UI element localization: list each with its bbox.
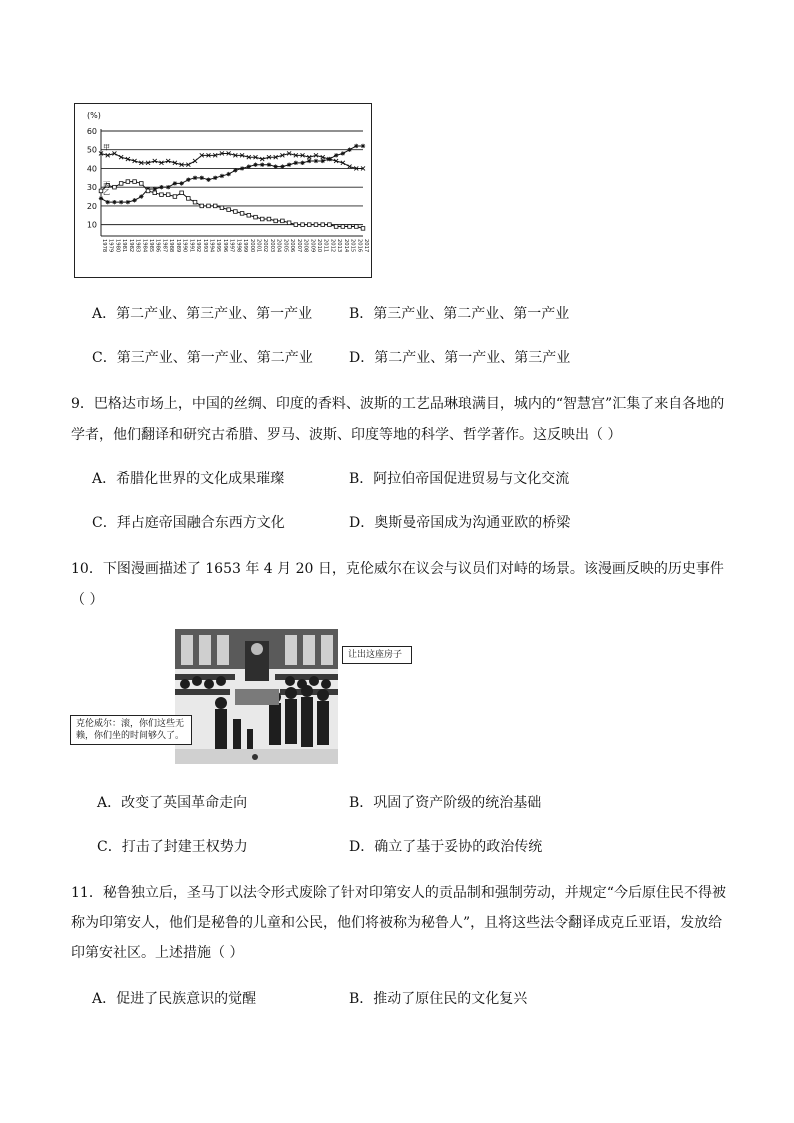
data-point-乙 (267, 163, 271, 167)
chart-canvas (75, 104, 373, 279)
cartoon-callout-left (70, 715, 192, 745)
x-tick-label: 2011 (322, 239, 329, 253)
q8-option-a[interactable]: A．第二产业、第三产业、第一产业 (92, 306, 313, 322)
data-point-丙 (227, 208, 231, 212)
x-tick-label: 2013 (336, 239, 343, 253)
data-point-乙 (132, 198, 136, 202)
data-point-丙 (234, 210, 238, 214)
data-point-乙 (287, 163, 291, 167)
x-tick-label: 1993 (201, 239, 208, 253)
data-point-丙 (274, 219, 278, 223)
data-point-乙 (314, 159, 318, 163)
q10-option-a[interactable]: A．改变了英国革命走向 (97, 795, 248, 811)
x-tick-label: 1988 (168, 239, 175, 253)
cartoon-callout-right: 让出这座房子 (342, 646, 412, 664)
x-tick-label: 2001 (255, 239, 262, 253)
y-tick-label: 60 (86, 127, 97, 136)
x-tick-label: 2003 (268, 239, 275, 253)
x-tick-label: 1985 (148, 239, 155, 253)
data-point-丙 (213, 204, 217, 208)
data-point-乙 (253, 163, 257, 167)
data-point-丙 (294, 223, 298, 227)
q9-stem-line2: 学者，他们翻译和研究古希腊、罗马、波斯、印度等地的科学、哲学著作。这反映出（ ） (71, 427, 622, 443)
x-tick-label: 1980 (114, 239, 121, 253)
data-point-乙 (273, 164, 277, 168)
x-tick-label: 1990 (181, 239, 188, 253)
q9-option-b[interactable]: B．阿拉伯帝国促进贸易与文化交流 (349, 471, 570, 487)
cartoon-drawing (175, 629, 338, 764)
data-point-乙 (233, 168, 237, 172)
data-point-丙 (220, 206, 224, 210)
q10-option-c[interactable]: C．打击了封建王权势力 (97, 839, 248, 855)
q8-option-b[interactable]: B．第三产业、第二产业、第一产业 (349, 306, 570, 322)
data-point-丙 (354, 225, 358, 229)
y-tick-label: 10 (86, 220, 97, 230)
x-tick-label: 1997 (228, 239, 235, 253)
data-point-乙 (320, 159, 324, 163)
data-point-乙 (300, 161, 304, 165)
data-point-丙 (328, 223, 332, 227)
data-point-乙 (193, 176, 197, 180)
data-point-丙 (207, 204, 211, 208)
x-tick-label: 1994 (208, 239, 215, 253)
data-point-丙 (301, 223, 305, 227)
data-point-乙 (220, 174, 224, 178)
data-point-乙 (179, 181, 183, 185)
data-point-乙 (112, 200, 116, 204)
data-point-丙 (307, 223, 311, 227)
x-tick-label: 1991 (188, 239, 195, 253)
q9-option-d[interactable]: D．奥斯曼帝国成为沟通亚欧的桥梁 (349, 515, 571, 531)
x-tick-label: 1995 (215, 239, 222, 253)
q10-stem-line1: 10．下图漫画描述了 1653 年 4 月 20 日，克伦威尔在议会与议员们对峙的场景。该漫画反映的历史事件 (71, 561, 724, 577)
y-tick-label: 40 (86, 164, 97, 174)
x-tick-label: 1989 (174, 239, 181, 253)
data-point-丙 (193, 200, 197, 204)
callout-left-line1: 克伦威尔：滚，你们这些无 (76, 719, 185, 729)
x-tick-label: 1983 (134, 239, 141, 253)
data-point-丙 (166, 193, 170, 197)
data-point-丙 (99, 189, 103, 193)
q11-option-b[interactable]: B．推动了原住民的文化复兴 (349, 991, 528, 1007)
x-tick-label: 1996 (221, 239, 228, 253)
x-tick-label: 1987 (161, 239, 168, 253)
x-tick-label: 2017 (363, 239, 369, 253)
data-point-丙 (314, 223, 318, 227)
q9-option-a[interactable]: A．希腊化世界的文化成果璀璨 (92, 471, 285, 487)
data-point-丙 (240, 212, 244, 216)
x-tick-label: 2015 (349, 239, 356, 253)
callout-left-line2: 赖，你们坐的时间够久了。 (76, 731, 185, 741)
data-point-丙 (126, 180, 130, 184)
data-point-乙 (341, 151, 345, 155)
data-point-乙 (99, 196, 103, 200)
y-axis-unit-label: (%) (87, 111, 101, 120)
data-point-丙 (281, 219, 285, 223)
data-point-乙 (347, 148, 351, 152)
data-point-丙 (173, 195, 177, 199)
y-tick-label: 30 (86, 183, 97, 193)
x-tick-label: 1999 (242, 239, 249, 253)
series-label-乙: 乙 (103, 188, 110, 197)
q9-stem-line1: 9．巴格达市场上，中国的丝绸、印度的香料、波斯的工艺品琳琅满目，城内的“智慧宫”汇集了来自各地的 (71, 396, 725, 412)
data-point-丙 (160, 193, 164, 197)
data-point-丙 (146, 189, 150, 193)
data-point-乙 (260, 163, 264, 167)
q8-option-c[interactable]: C．第三产业、第一产业、第二产业 (92, 350, 313, 366)
data-point-乙 (106, 200, 110, 204)
data-point-丙 (113, 185, 117, 189)
data-point-乙 (166, 185, 170, 189)
data-point-乙 (307, 159, 311, 163)
data-point-乙 (153, 187, 157, 191)
data-point-丙 (361, 227, 365, 231)
x-tick-label: 2010 (315, 239, 322, 253)
data-point-乙 (240, 166, 244, 170)
series-label-丙: 丙 (103, 180, 110, 189)
data-point-乙 (126, 200, 130, 204)
data-point-丙 (119, 182, 123, 186)
data-point-乙 (206, 177, 210, 181)
x-tick-label: 2002 (262, 239, 269, 253)
data-point-乙 (294, 161, 298, 165)
data-point-乙 (354, 144, 358, 148)
x-tick-label: 1979 (107, 239, 114, 253)
q10-option-d[interactable]: D．确立了基于妥协的政治传统 (349, 839, 543, 855)
industry-structure-chart (74, 103, 372, 278)
x-tick-label: 1986 (154, 239, 161, 253)
y-tick-label: 50 (86, 145, 97, 155)
data-point-丙 (133, 180, 137, 184)
data-point-丙 (334, 225, 338, 229)
data-point-乙 (361, 144, 365, 148)
data-point-丙 (321, 223, 325, 227)
data-point-乙 (119, 200, 123, 204)
data-point-丙 (348, 225, 352, 229)
data-point-丙 (341, 225, 345, 229)
q10-option-b[interactable]: B．巩固了资产阶级的统治基础 (349, 795, 542, 811)
data-point-乙 (226, 172, 230, 176)
x-tick-label: 2014 (342, 239, 349, 253)
data-point-丙 (187, 197, 191, 201)
data-point-丙 (260, 217, 264, 221)
q8-option-d[interactable]: D．第二产业、第一产业、第三产业 (349, 350, 571, 366)
data-point-丙 (180, 191, 184, 195)
data-point-乙 (173, 181, 177, 185)
data-point-丙 (200, 204, 204, 208)
x-tick-label: 2000 (248, 239, 255, 253)
q9-option-c[interactable]: C．拜占庭帝国融合东西方文化 (92, 515, 285, 531)
x-tick-label: 1992 (195, 239, 202, 253)
data-point-乙 (159, 185, 163, 189)
data-point-乙 (280, 164, 284, 168)
data-point-丙 (254, 215, 258, 219)
data-point-丙 (153, 191, 157, 195)
data-point-乙 (334, 153, 338, 157)
data-point-甲 (193, 159, 197, 163)
q11-stem-line2: 称为印第安人，他们是秘鲁的儿童和公民，他们将被称为秘鲁人”，且将这些法令翻译成克丘亚语，发放给 (71, 915, 723, 931)
x-tick-label: 2009 (309, 239, 316, 253)
x-tick-label: 1984 (141, 239, 148, 253)
cromwell-cartoon-image (175, 629, 338, 764)
data-point-乙 (247, 164, 251, 168)
data-point-丙 (267, 217, 271, 221)
x-tick-label: 1981 (121, 239, 128, 253)
series-label-甲: 甲 (103, 143, 110, 152)
series-line-丙 (101, 182, 363, 229)
data-point-乙 (186, 177, 190, 181)
x-tick-label: 2012 (329, 239, 336, 253)
data-point-乙 (327, 157, 331, 161)
x-tick-label: 1978 (101, 239, 107, 253)
x-tick-label: 2016 (356, 239, 363, 253)
x-tick-label: 1998 (235, 239, 242, 253)
q11-stem-line3: 印第安社区。上述措施（ ） (71, 945, 244, 961)
data-point-乙 (200, 176, 204, 180)
y-tick-label: 20 (86, 201, 97, 211)
x-tick-label: 1982 (127, 239, 134, 253)
q11-stem-line1: 11．秘鲁独立后，圣马丁以法令形式废除了针对印第安人的贡品制和强制劳动，并规定“今后原住民不得被 (71, 885, 726, 901)
x-tick-label: 2006 (289, 239, 296, 253)
data-point-丙 (140, 182, 144, 186)
q11-option-a[interactable]: A．促进了民族意识的觉醒 (92, 991, 257, 1007)
x-tick-label: 2008 (302, 239, 309, 253)
data-point-丙 (247, 213, 251, 217)
data-point-丙 (287, 221, 291, 225)
x-tick-label: 2007 (295, 239, 302, 253)
x-tick-label: 2004 (275, 239, 282, 253)
q10-stem-line2: （ ） (71, 592, 104, 608)
data-point-乙 (213, 176, 217, 180)
x-tick-label: 2005 (282, 239, 289, 253)
data-point-乙 (139, 194, 143, 198)
